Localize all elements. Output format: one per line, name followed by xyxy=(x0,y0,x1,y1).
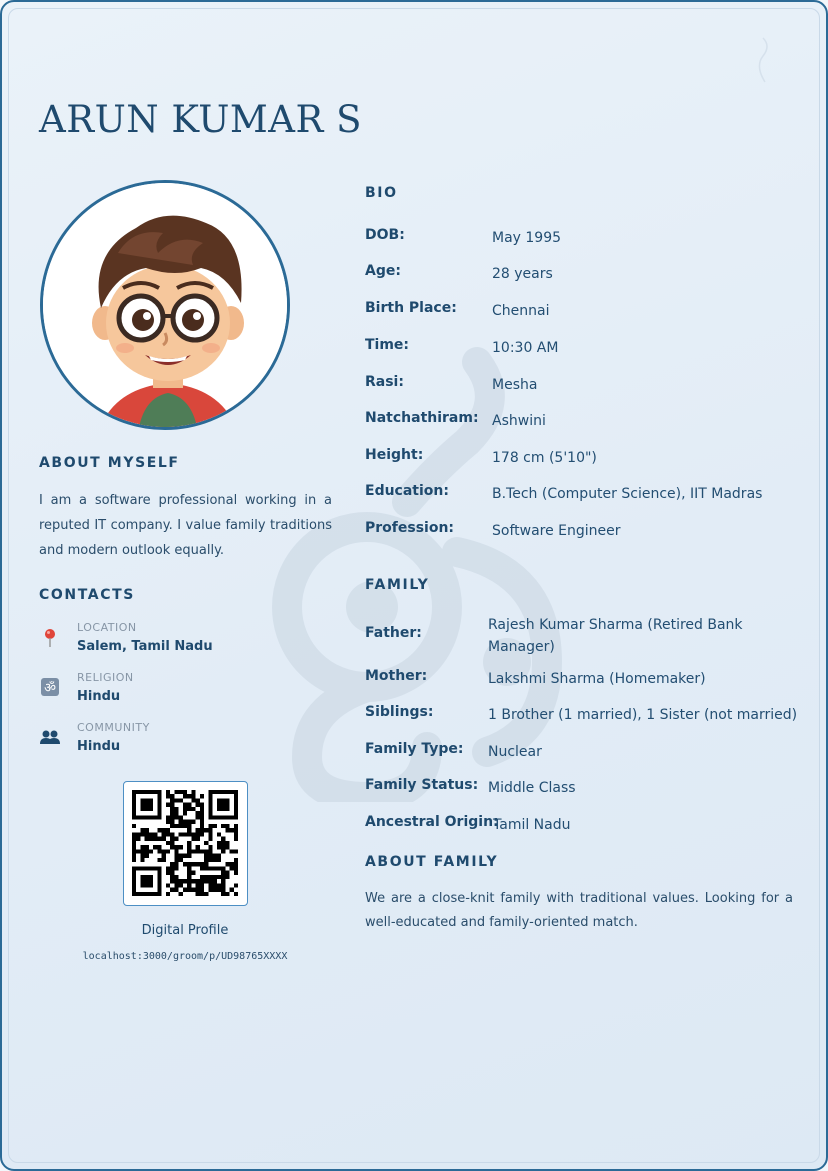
bio-value: B.Tech (Computer Science), IIT Madras xyxy=(492,486,763,502)
family-value: Rajesh Kumar Sharma (Retired Bank Manager) xyxy=(488,617,743,655)
bio-key: Natchathiram: xyxy=(365,410,479,426)
family-key: Father: xyxy=(365,625,422,641)
bio-value: May 1995 xyxy=(492,230,562,246)
bio-key: Profession: xyxy=(365,520,455,536)
about-family-text: We are a close-knit family with traditional values. Looking for a well-educated and family-oriented match. xyxy=(365,891,793,930)
contact-value: Salem, Tamil Nadu xyxy=(77,639,213,654)
bio-value: 178 cm (5'10") xyxy=(492,450,597,466)
family-value: Tamil Nadu xyxy=(493,817,571,833)
contact-label: RELIGION xyxy=(77,671,134,684)
people-icon xyxy=(39,727,61,747)
family-key: Family Status: xyxy=(365,777,479,793)
bio-value: Chennai xyxy=(492,303,550,319)
profile-name: ARUN KUMAR S xyxy=(39,98,362,141)
about-myself-heading: ABOUT MYSELF xyxy=(39,455,180,471)
bio-value: 28 years xyxy=(492,266,553,282)
bio-value: Software Engineer xyxy=(492,523,621,539)
contacts-heading: CONTACTS xyxy=(39,587,135,603)
bio-heading: BIO xyxy=(365,185,398,201)
bio-key: Time: xyxy=(365,337,410,353)
family-key: Ancestral Origin: xyxy=(365,814,499,830)
contact-value: Hindu xyxy=(77,689,121,704)
location-pin-icon xyxy=(39,627,61,647)
about-myself-text: I am a software professional working in a reputed IT company. I value family traditions and modern outlook equally. xyxy=(39,493,332,558)
contact-label: LOCATION xyxy=(77,621,137,634)
contact-religion xyxy=(39,671,319,717)
bio-key: Height: xyxy=(365,447,424,463)
family-row-father xyxy=(365,614,795,658)
qr-code[interactable] xyxy=(123,781,248,906)
family-value: Lakshmi Sharma (Homemaker) xyxy=(488,671,706,687)
family-key: Mother: xyxy=(365,668,428,684)
family-value: Middle Class xyxy=(488,780,576,796)
svg-text:ॐ: ॐ xyxy=(44,681,56,696)
contact-location xyxy=(39,621,319,667)
om-icon xyxy=(39,677,61,697)
bio-key: DOB: xyxy=(365,227,405,243)
family-value: 1 Brother (1 married), 1 Sister (not married) xyxy=(488,707,798,723)
avatar-illustration xyxy=(43,183,290,430)
family-heading: FAMILY xyxy=(365,577,430,593)
contact-label: COMMUNITY xyxy=(77,721,150,734)
family-value: Nuclear xyxy=(488,744,542,760)
contact-community xyxy=(39,721,319,767)
qr-code-icon xyxy=(132,790,238,896)
profile-url[interactable]: localhost:3000/groom/p/UD98765XXXX xyxy=(82,951,288,962)
bio-value: 10:30 AM xyxy=(492,340,559,356)
bio-key: Birth Place: xyxy=(365,300,457,316)
bio-value: Mesha xyxy=(492,377,538,393)
about-family-heading: ABOUT FAMILY xyxy=(365,854,499,870)
bio-key: Education: xyxy=(365,483,449,499)
family-key: Siblings: xyxy=(365,704,434,720)
bio-key: Age: xyxy=(365,263,401,279)
bio-value: Ashwini xyxy=(492,413,546,429)
family-key: Family Type: xyxy=(365,741,464,757)
profile-photo xyxy=(40,180,290,430)
qr-caption: Digital Profile xyxy=(141,923,229,938)
corner-emblem-icon xyxy=(748,36,778,86)
contact-value: Hindu xyxy=(77,739,121,754)
bio-key: Rasi: xyxy=(365,374,404,390)
